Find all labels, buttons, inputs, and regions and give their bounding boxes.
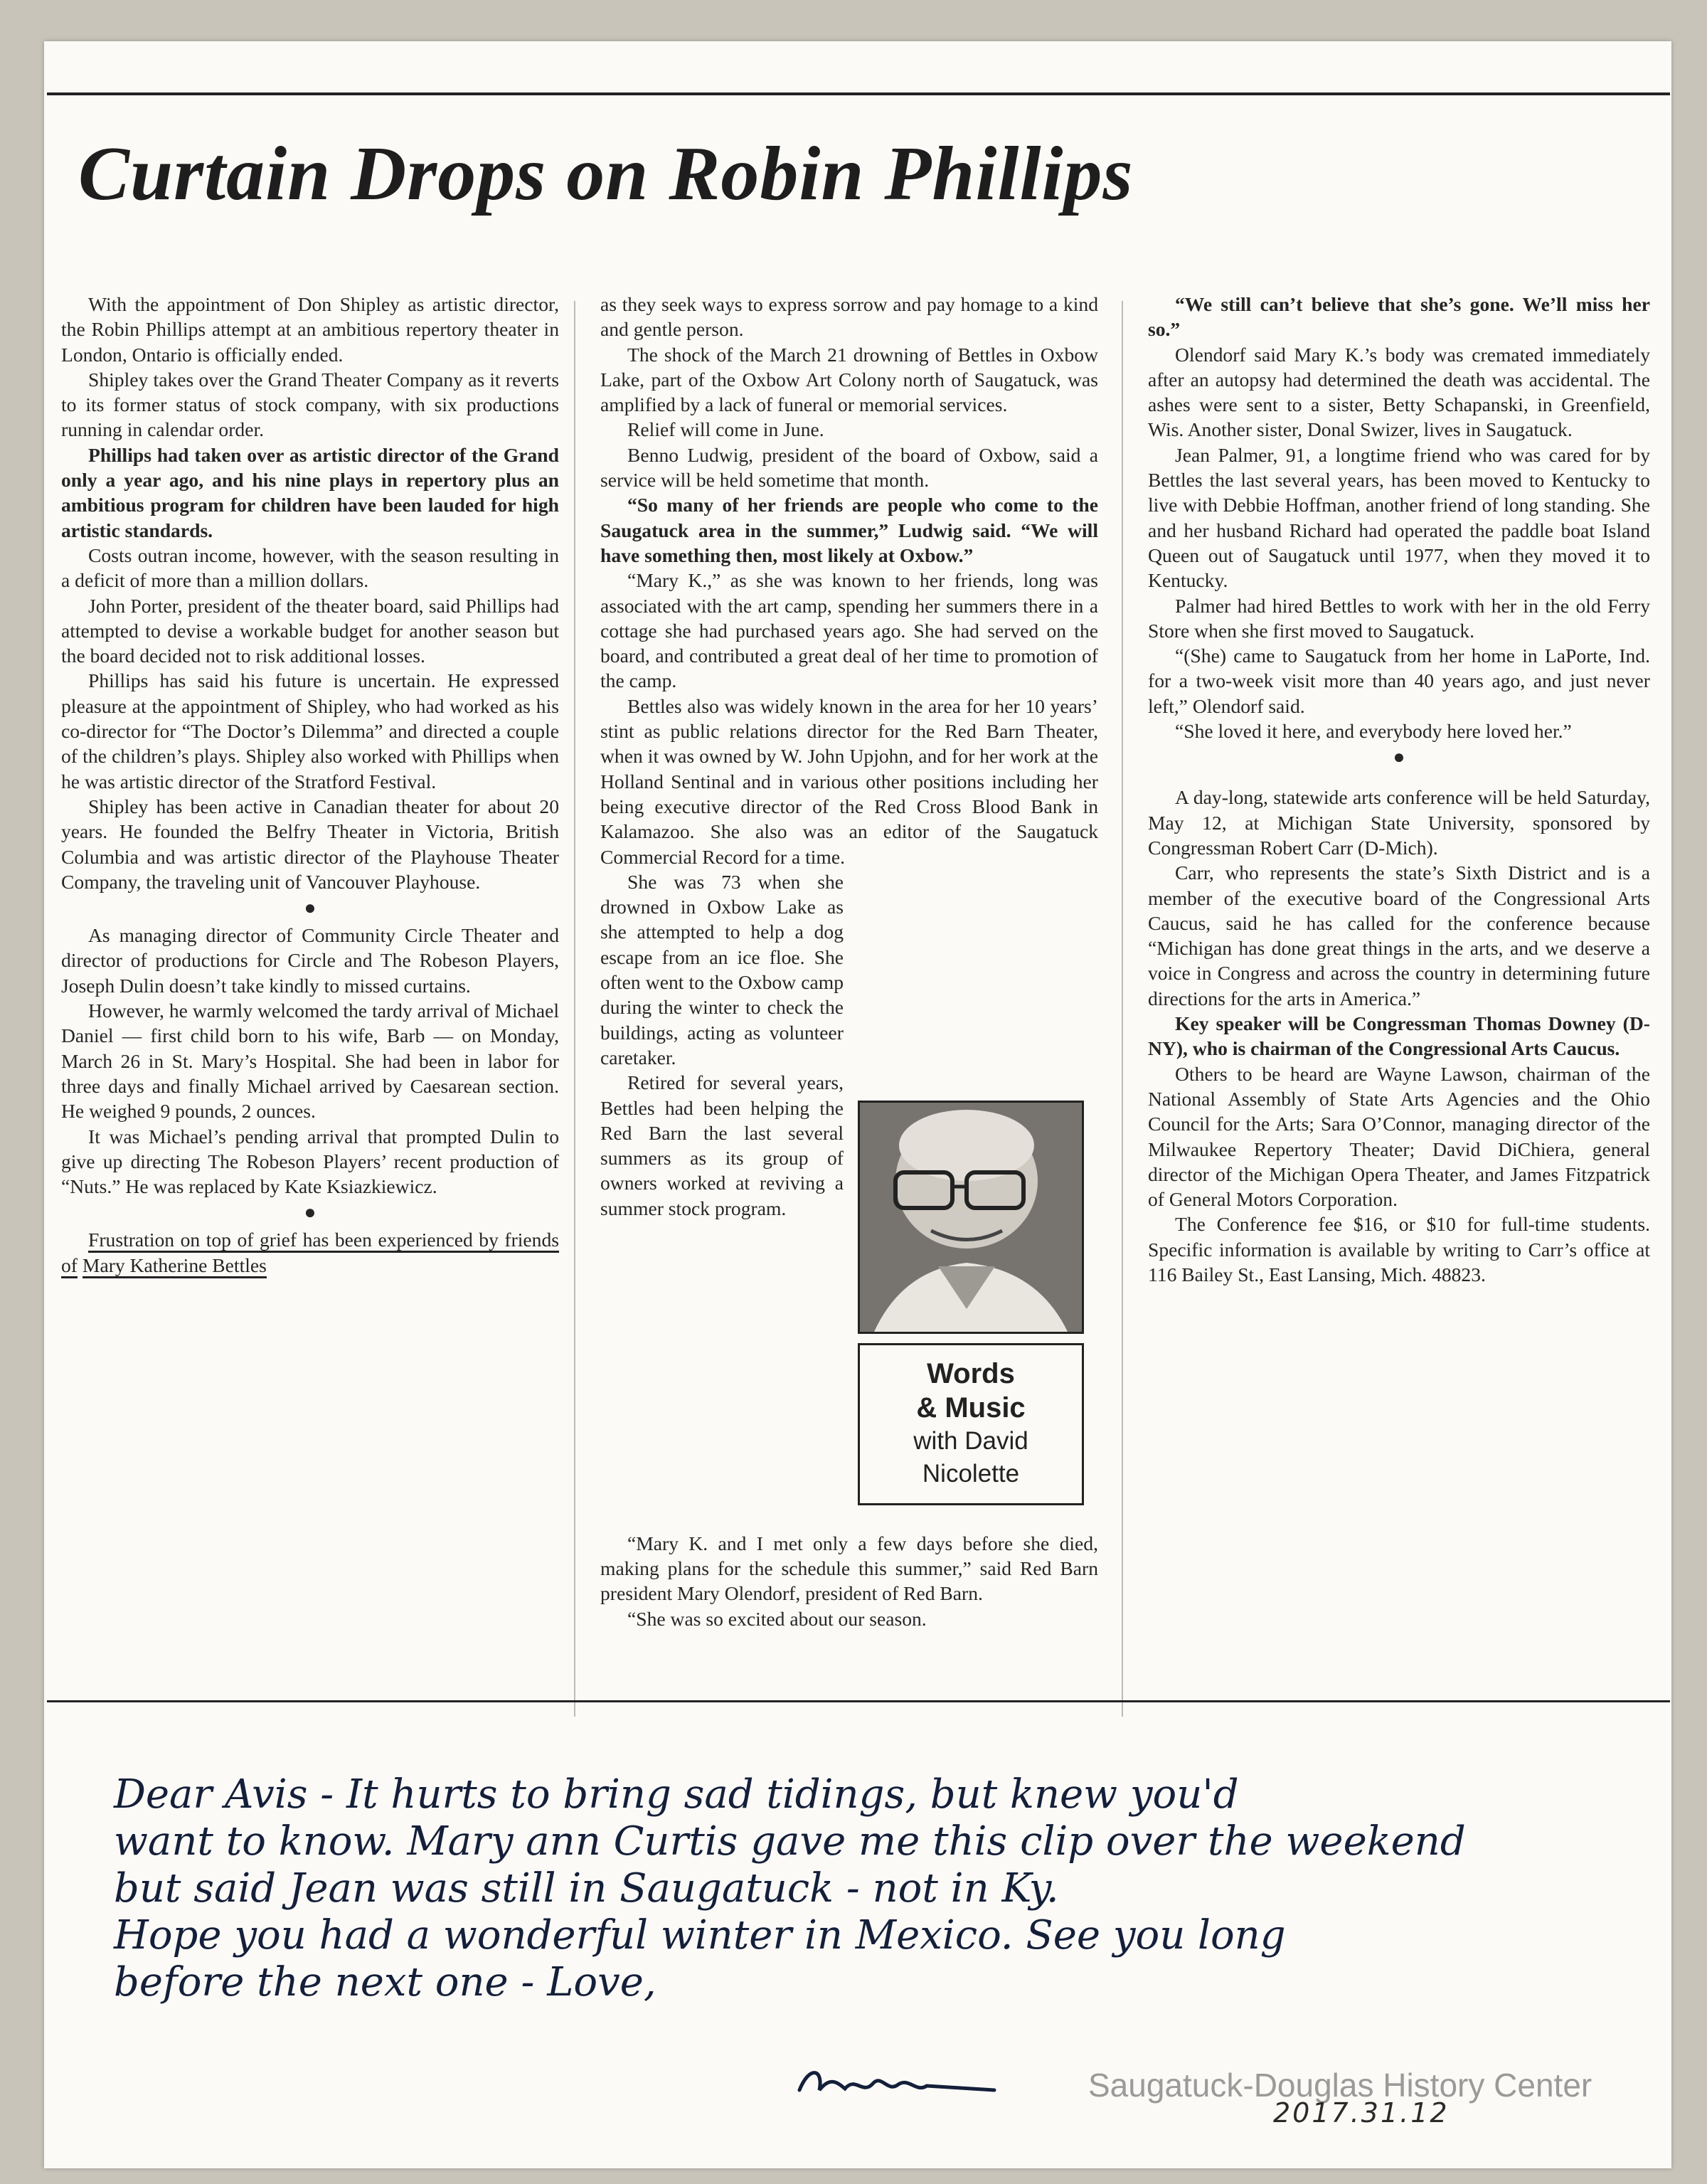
paragraph: as they seek ways to express sorrow and pay homage to a kind and gentle person. bbox=[600, 293, 1098, 341]
note-line: before the next one - Love, bbox=[114, 1959, 656, 2005]
dulin-story bbox=[61, 923, 559, 1199]
paragraph: The Conference fee $16, or $10 for full-time students. Specific information is available by writing to Carr’s office at 116 Bailey St., East Lansing, Mich. 48823. bbox=[1148, 1213, 1650, 1286]
note-line: Dear Avis - It hurts to bring sad tidings, but knew you'd bbox=[114, 1771, 1239, 1818]
bettles-story bbox=[600, 292, 1098, 869]
paragraph: Jean Palmer, 91, a longtime friend who was cared for by Bettles the last several years, has been moved to Kentucky to live with Debbie Hoffman, another friend of long standing. She and her husband Richard had operated the paddle boat Island Queen out of Saugatuck until 1977, when they moved it to Kentucky. bbox=[1148, 443, 1650, 592]
handwritten-note bbox=[114, 1771, 1643, 2006]
paragraph: “We still can’t believe that she’s gone. We’ll miss her so.” bbox=[1148, 293, 1650, 341]
theater-story bbox=[61, 292, 559, 894]
paragraph: Relief will come in June. bbox=[627, 418, 824, 441]
paragraph: “So many of her friends are people who come to the Saugatuck area in the summer,” Ludwig said. “We will have something then, most likely at Oxbow.” bbox=[600, 494, 1098, 566]
paragraph: Phillips has said his future is uncertain. He expressed pleasure at the appointment of Shipley, who had worked as his co-director for “The Doctor’s Dilemma” and directed a couple of the children’s plays. Shipley also worked with Phillips when he was artistic director of the Stratford Festival. bbox=[61, 669, 559, 793]
portrait-photo-icon bbox=[860, 1103, 1082, 1332]
paragraph: It was Michael’s pending arrival that prompted Dulin to give up directing The Robeson Players’ recent production of “Nuts.” He was replaced by Kate Ksiazkiewicz. bbox=[61, 1125, 559, 1198]
paragraph: Carr, who represents the state’s Sixth District and is a member of the executive board of the Congressional Arts Caucus, said he has called for the conference because “Michigan has done great things in the arts, and we deserve a voice in Congress and across the country in determining future directions for the arts in America.” bbox=[1148, 862, 1650, 1009]
paragraph: Others to be heard are Wayne Lawson, chairman of the National Assembly of State Arts Agencies and the Ohio Council for the Arts; Sara O’Connor, managing director of the Milwaukee Repertory Theater; David DiChiera, general director of the Michigan Opera Theater, and James Fitzpatrick of General Motors Corporation. bbox=[1148, 1062, 1650, 1211]
accession-number: 2017.31.12 bbox=[1273, 2097, 1450, 2129]
byline-line-3: with David bbox=[913, 1427, 1028, 1455]
paragraph: Shipley takes over the Grand Theater Company as it reverts to its former status of stock company, with six productions running in calendar order. bbox=[61, 368, 559, 441]
arts-conference-story bbox=[1148, 785, 1650, 1287]
column-3 bbox=[1148, 292, 1650, 1287]
byline-line-2: & Music bbox=[916, 1392, 1026, 1424]
byline-line-4: Nicolette bbox=[922, 1460, 1020, 1488]
top-rule bbox=[47, 92, 1670, 95]
paragraph: John Porter, president of the theater board, said Phillips had attempted to devise a workable budget for another season but the board decided not to risk additional losses. bbox=[61, 594, 559, 667]
portrait-photo bbox=[858, 1101, 1084, 1334]
paragraph: Phillips had taken over as artistic director of the Grand only a year ago, and his nine plays in repertory plus an ambitious program for children have been lauded for high artistic standards. bbox=[61, 443, 559, 541]
signature bbox=[795, 2062, 1009, 2104]
column-1 bbox=[61, 292, 559, 1278]
paragraph: “She was so excited about our season. bbox=[627, 1607, 927, 1630]
section-bullet: ● bbox=[1393, 746, 1405, 769]
bettles-story-end bbox=[600, 1531, 1098, 1631]
section-bullet: ● bbox=[304, 897, 317, 920]
column-byline-box bbox=[858, 1343, 1084, 1505]
column-divider-2 bbox=[1122, 301, 1123, 1717]
paragraph: “She loved it here, and everybody here loved her.” bbox=[1175, 720, 1572, 743]
note-line: Hope you had a wonderful winter in Mexico. See you long bbox=[114, 1912, 1286, 1958]
note-line: want to know. Mary ann Curtis gave me this clip over the weekend bbox=[114, 1818, 1466, 1865]
paragraph: Costs outran income, however, with the season resulting in a deficit of more than a million dollars. bbox=[61, 544, 559, 592]
paragraph: As managing director of Community Circle Theater and director of productions for Circle and The Robeson Players, Joseph Dulin doesn’t take kindly to missed curtains. bbox=[61, 924, 559, 997]
paragraph: Shipley has been active in Canadian theater for about 20 years. He founded the Belfry Theater in Victoria, British Columbia and was artistic director of the Playhouse Theater Company, the traveling unit of Vancouver Playhouse. bbox=[61, 795, 559, 893]
paragraph: “Mary K.,” as she was known to her friends, long was associated with the art camp, spending her summers there in a cottage she had purchased years ago. She had served on the board, and contributed a great deal of her time to promotion of the camp. bbox=[600, 569, 1098, 692]
bettles-story-continued bbox=[1148, 292, 1650, 743]
note-line: but said Jean was still in Saugatuck - not in Ky. bbox=[114, 1865, 1059, 1912]
paragraph: A day-long, statewide arts conference will be held Saturday, May 12, at Michigan State University, sponsored by Congressman Robert Carr (D-Mich). bbox=[1148, 786, 1650, 859]
paragraph: Retired for several years, Bettles had been helping the Red Barn the last several summers as its group of owners worked at reviving a summer stock program. bbox=[600, 1071, 844, 1219]
paragraph: “Mary K. and I met only a few days before she died, making plans for the schedule this summer,” said Red Barn president Mary Olendorf, president of Red Barn. bbox=[600, 1532, 1098, 1605]
paragraph: Bettles also was widely known in the area for her 10 years’ stint as public relations director for the Red Barn Theater, when it was owned by W. John Upjohn, and for her work at the Holland Sentinal and in various other positions including her being executive director of the Red Cross Blood Bank in Kalamazoo. She also was an editor of the Saugatuck Commercial Record for a time. bbox=[600, 694, 1098, 868]
paragraph: “(She) came to Saugatuck from her home in LaPorte, Ind. for a two-week visit more than 40 years ago, and just never left,” Olendorf said. bbox=[1148, 645, 1650, 717]
column-divider-1 bbox=[574, 301, 575, 1717]
bettles-lead: Frustration on top of grief has been experienced by friends of Mary Katherine Bettles bbox=[61, 1227, 559, 1278]
paragraph: Benno Ludwig, president of the board of Oxbow, said a service will be held sometime that month. bbox=[600, 443, 1098, 492]
paragraph: Palmer had hired Bettles to work with her in the old Ferry Store when she first moved to Saugatuck. bbox=[1148, 594, 1650, 642]
paragraph: With the appointment of Don Shipley as artistic director, the Robin Phillips attempt at an ambitious repertory theater in London, Ontario is officially ended. bbox=[61, 293, 559, 366]
paragraph: However, he warmly welcomed the tardy arrival of Michael Daniel — first child born to his wife, Barb — on Monday, March 26 in St. Mary’s Hospital. She had been in labor for three days and finally Michael arrived by Caesarean section. He weighed 9 pounds, 2 ounces. bbox=[61, 1000, 559, 1123]
paragraph: Olendorf said Mary K.’s body was cremated immediately after an autopsy had determined the death was accidental. The ashes were sent to a sister, Betty Schapanski, in Greenfield, Wis. Another sister, Donal Swizer, lives in Saugatuck. bbox=[1148, 343, 1650, 441]
section-bullet: ● bbox=[304, 1202, 317, 1224]
paragraph: She was 73 when she drowned in Oxbow Lake as she attempted to help a dog escape from an ice floe. She often went to the Oxbow camp during the winter to check the buildings, acting as volunteer caretaker. bbox=[600, 870, 844, 1069]
watermark: Saugatuck-Douglas History Center bbox=[1088, 2067, 1592, 2104]
paragraph: Key speaker will be Congressman Thomas Downey (D-NY), who is chairman of the Congressional Arts Caucus. bbox=[1148, 1012, 1650, 1060]
bottom-rule bbox=[47, 1700, 1670, 1702]
byline-line-1: Words bbox=[927, 1358, 1015, 1389]
paragraph: The shock of the March 21 drowning of Bettles in Oxbow Lake, part of the Oxbow Art Colony north of Saugatuck, was amplified by a lack of funeral or memorial services. bbox=[600, 343, 1098, 416]
headline: Curtain Drops on Robin Phillips bbox=[78, 132, 1134, 216]
